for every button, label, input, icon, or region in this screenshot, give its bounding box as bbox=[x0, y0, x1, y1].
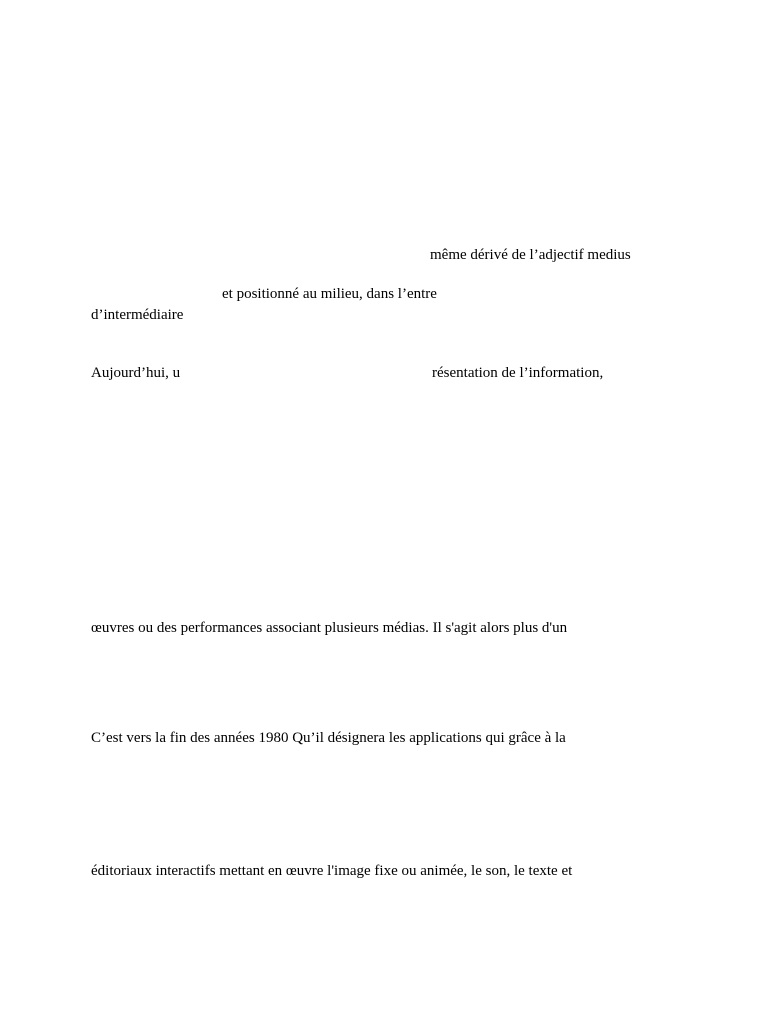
text-line-4: Aujourd’hui, u bbox=[91, 365, 181, 381]
text-line-3: d’intermédiaire bbox=[91, 307, 184, 323]
text-line-6: œuvres ou des performances associant plusieurs médias. Il s'agit alors plus d'un bbox=[91, 620, 568, 636]
text-line-2: et positionné au milieu, dans l’entre bbox=[222, 286, 437, 302]
text-line-5: résentation de l’information, bbox=[432, 365, 604, 381]
text-line-7: C’est vers la fin des années 1980 Qu’il désignera les applications qui grâce à la bbox=[91, 730, 566, 746]
text-line-1: même dérivé de l’adjectif medius bbox=[430, 247, 631, 263]
text-line-8: éditoriaux interactifs mettant en œuvre l'image fixe ou animée, le son, le texte et bbox=[91, 863, 573, 879]
